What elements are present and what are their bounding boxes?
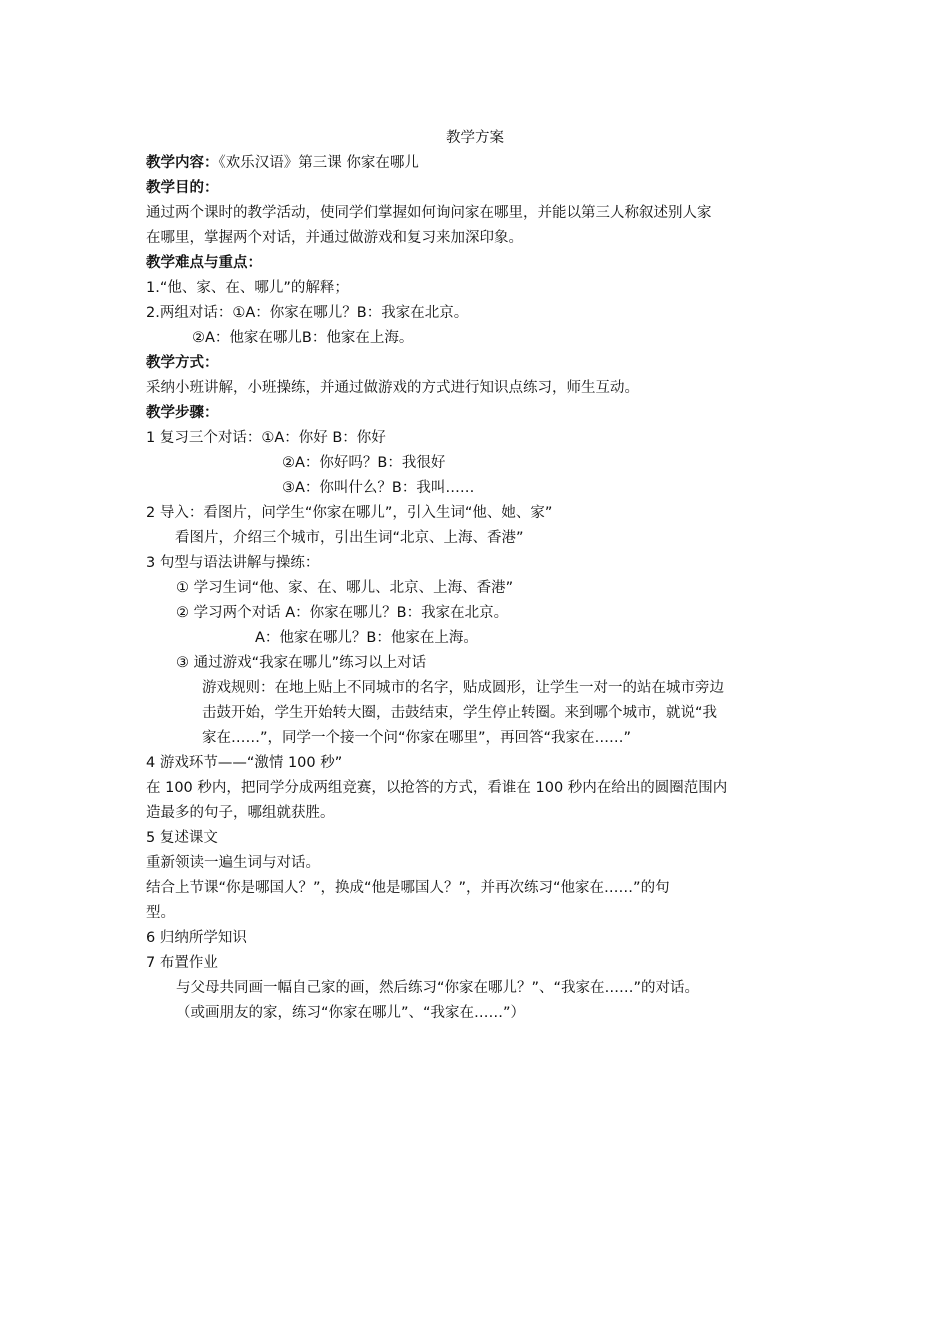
content-value: 《欢乐汉语》第三课 你家在哪儿: [218, 155, 419, 171]
goal-heading: 教学目的：: [146, 180, 219, 196]
step3-heading: 3 句型与语法讲解与操练：: [146, 555, 320, 571]
step5-line-3: 型。: [146, 905, 175, 921]
step3-item-2: ② 学习两个对话 A：你家在哪儿？B：我家在北京。: [176, 605, 509, 621]
game-rule-line-3: 家在……”，同学一个接一个问“你家在哪里”，再回答“我家在……”: [202, 730, 632, 746]
key-point-1: 1.“他、家、在、哪儿”的解释；: [146, 280, 349, 296]
homework-line-2: （或画朋友的家，练习“你家在哪儿”、“我家在……”）: [176, 1005, 526, 1021]
method-heading: 教学方式：: [146, 355, 219, 371]
game-rule-line-2: 击鼓开始，学生开始转大圈，击鼓结束，学生停止转圈。来到哪个城市，就说“我: [202, 705, 718, 721]
content-line: [146, 153, 419, 173]
key-point-3: ②A：他家在哪儿B：他家在上海。: [192, 330, 414, 346]
step3-item-3: ③ 通过游戏“我家在哪儿”练习以上对话: [176, 655, 427, 671]
step4-line-1: 在 100 秒内，把同学分成两组竞赛，以抢答的方式，看谁在 100 秒内在给出的圆圈范围内: [146, 780, 728, 796]
step7-heading: 7 布置作业: [146, 955, 218, 971]
step2-line-2: 看图片，介绍三个城市，引出生词“北京、上海、香港”: [175, 530, 524, 546]
page-title: 教学方案: [446, 130, 504, 146]
step1-line-1: 1 复习三个对话：①A：你好 B：你好: [146, 430, 386, 446]
step3-item-2-line-2: A：他家在哪儿？B：他家在上海。: [255, 630, 478, 646]
goal-text-line-1: 通过两个课时的教学活动，使同学们掌握如何询问家在哪里，并能以第三人称叙述别人家: [146, 205, 712, 221]
step4-line-2: 造最多的句子，哪组就获胜。: [146, 805, 335, 821]
step1-line-3: ③A：你叫什么？B：我叫……: [282, 480, 475, 496]
game-rule-line-1: 游戏规则：在地上贴上不同城市的名字，贴成圆形，让学生一对一的站在城市旁边: [202, 680, 724, 696]
step5-heading: 5 复述课文: [146, 830, 218, 846]
method-text: 采纳小班讲解，小班操练，并通过做游戏的方式进行知识点练习，师生互动。: [146, 380, 639, 396]
key-points-heading: 教学难点与重点：: [146, 255, 262, 271]
step1-line-2: ②A：你好吗？B：我很好: [282, 455, 446, 471]
goal-text-line-2: 在哪里，掌握两个对话，并通过做游戏和复习来加深印象。: [146, 230, 523, 246]
step5-line-2: 结合上节课“你是哪国人？”，换成“他是哪国人？”，并再次练习“他家在……”的句: [146, 880, 670, 896]
steps-heading: 教学步骤：: [146, 405, 219, 421]
step6-heading: 6 归纳所学知识: [146, 930, 247, 946]
step3-item-1: ① 学习生词“他、家、在、哪儿、北京、上海、香港”: [176, 580, 514, 596]
step5-line-1: 重新领读一遍生词与对话。: [146, 855, 320, 871]
key-point-2: 2.两组对话：①A：你家在哪儿？B：我家在北京。: [146, 305, 469, 321]
content-label: 教学内容：: [146, 155, 219, 171]
step2-line-1: 2 导入：看图片，问学生“你家在哪儿”，引入生词“他、她、家”: [146, 505, 553, 521]
step4-heading: 4 游戏环节——“激情 100 秒”: [146, 755, 343, 771]
homework-line-1: 与父母共同画一幅自己家的画，然后练习“你家在哪儿？”、“我家在……”的对话。: [176, 980, 700, 996]
